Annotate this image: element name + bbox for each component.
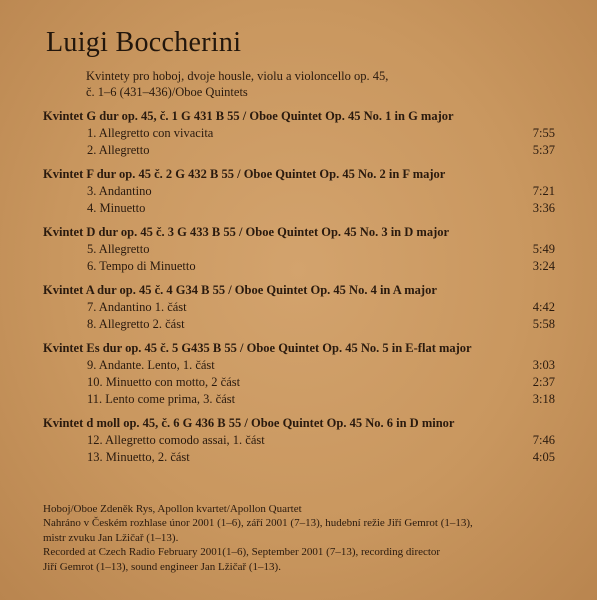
track-row (43, 241, 558, 258)
composer-title: Luigi Boccherini (46, 27, 242, 58)
track-label: 12. Allegretto comodo assai, 1. část (87, 433, 265, 447)
track-row (43, 183, 558, 200)
track-label: 6. Tempo di Minuetto (87, 259, 196, 273)
track-time: 7:46 (532, 433, 555, 447)
track-row (43, 200, 558, 217)
work-title: Kvintet F dur op. 45 č. 2 G 432 B 55 / Oboe Quintet Op. 45 No. 2 in F major (43, 167, 446, 181)
track-label: 2. Allegretto (87, 143, 150, 157)
track-time: 5:58 (532, 317, 555, 331)
track-time: 2:37 (532, 375, 555, 389)
track-label: 3. Andantino (87, 184, 152, 198)
track-label: 5. Allegretto (87, 242, 150, 256)
track-row (43, 391, 558, 408)
work-quintet-5 (43, 340, 558, 408)
track-label: 11. Lento come prima, 3. část (87, 392, 236, 406)
track-label: 1. Allegretto con vivacita (87, 126, 214, 140)
work-quintet-3 (43, 224, 558, 275)
track-time: 7:21 (532, 184, 555, 198)
recording-credits (43, 502, 563, 574)
track-time: 7:55 (532, 126, 555, 140)
work-title: Kvintet d moll op. 45, č. 6 G 436 B 55 / Oboe Quintet Op. 45 No. 6 in D minor (43, 416, 455, 430)
track-row (43, 449, 558, 466)
track-label: 13. Minuetto, 2. část (87, 450, 190, 464)
track-time: 5:37 (532, 143, 555, 157)
track-label: 10. Minuetto con motto, 2 část (87, 375, 241, 389)
work-quintet-2 (43, 166, 558, 217)
track-time: 4:42 (532, 300, 555, 314)
credits-line: Nahráno v Českém rozhlase únor 2001 (1–6), září 2001 (7–13), hudební režie Jiří Gemrot (1–13), (43, 517, 473, 530)
track-label: 8. Allegretto 2. část (87, 317, 185, 331)
work-quintet-4 (43, 282, 558, 333)
track-label: 7. Andantino 1. část (87, 300, 187, 314)
album-subtitle (86, 68, 506, 100)
track-row (43, 142, 558, 159)
track-row (43, 258, 558, 275)
track-time: 3:24 (532, 259, 555, 273)
credits-line: Recorded at Czech Radio February 2001(1–6), September 2001 (7–13), recording director (43, 546, 441, 559)
work-title: Kvintet D dur op. 45 č. 3 G 433 B 55 / Oboe Quintet Op. 45 No. 3 in D major (43, 225, 450, 239)
track-label: 4. Minuetto (87, 201, 146, 215)
track-time: 4:05 (532, 450, 555, 464)
track-row (43, 432, 558, 449)
track-row (43, 316, 558, 333)
track-row (43, 374, 558, 391)
work-quintet-1 (43, 108, 558, 159)
subtitle-line: č. 1–6 (431–436)/Oboe Quintets (86, 85, 248, 99)
track-row (43, 357, 558, 374)
subtitle-line: Kvintety pro hoboj, dvoje housle, violu a violoncello op. 45, (86, 69, 389, 83)
credits-line: Hoboj/Oboe Zdeněk Rys, Apollon kvartet/Apollon Quartet (43, 503, 302, 515)
tracklist (43, 108, 558, 473)
track-time: 3:18 (532, 392, 555, 406)
work-title: Kvintet A dur op. 45 č. 4 G34 B 55 / Oboe Quintet Op. 45 No. 4 in A major (43, 283, 437, 297)
track-label: 9. Andante. Lento, 1. část (87, 358, 215, 372)
track-time: 3:03 (532, 358, 555, 372)
work-title: Kvintet G dur op. 45, č. 1 G 431 B 55 / Oboe Quintet Op. 45 No. 1 in G major (43, 109, 454, 123)
track-time: 5:49 (532, 242, 555, 256)
track-row (43, 125, 558, 142)
work-quintet-6 (43, 415, 558, 466)
track-row (43, 299, 558, 316)
work-title: Kvintet Es dur op. 45 č. 5 G435 B 55 / Oboe Quintet Op. 45 No. 5 in E-flat major (43, 341, 472, 355)
credits-line: Jiří Gemrot (1–13), sound engineer Jan Lžičař (1–13). (43, 560, 281, 573)
track-time: 3:36 (532, 201, 555, 215)
credits-line: mistr zvuku Jan Lžičař (1–13). (43, 531, 179, 544)
